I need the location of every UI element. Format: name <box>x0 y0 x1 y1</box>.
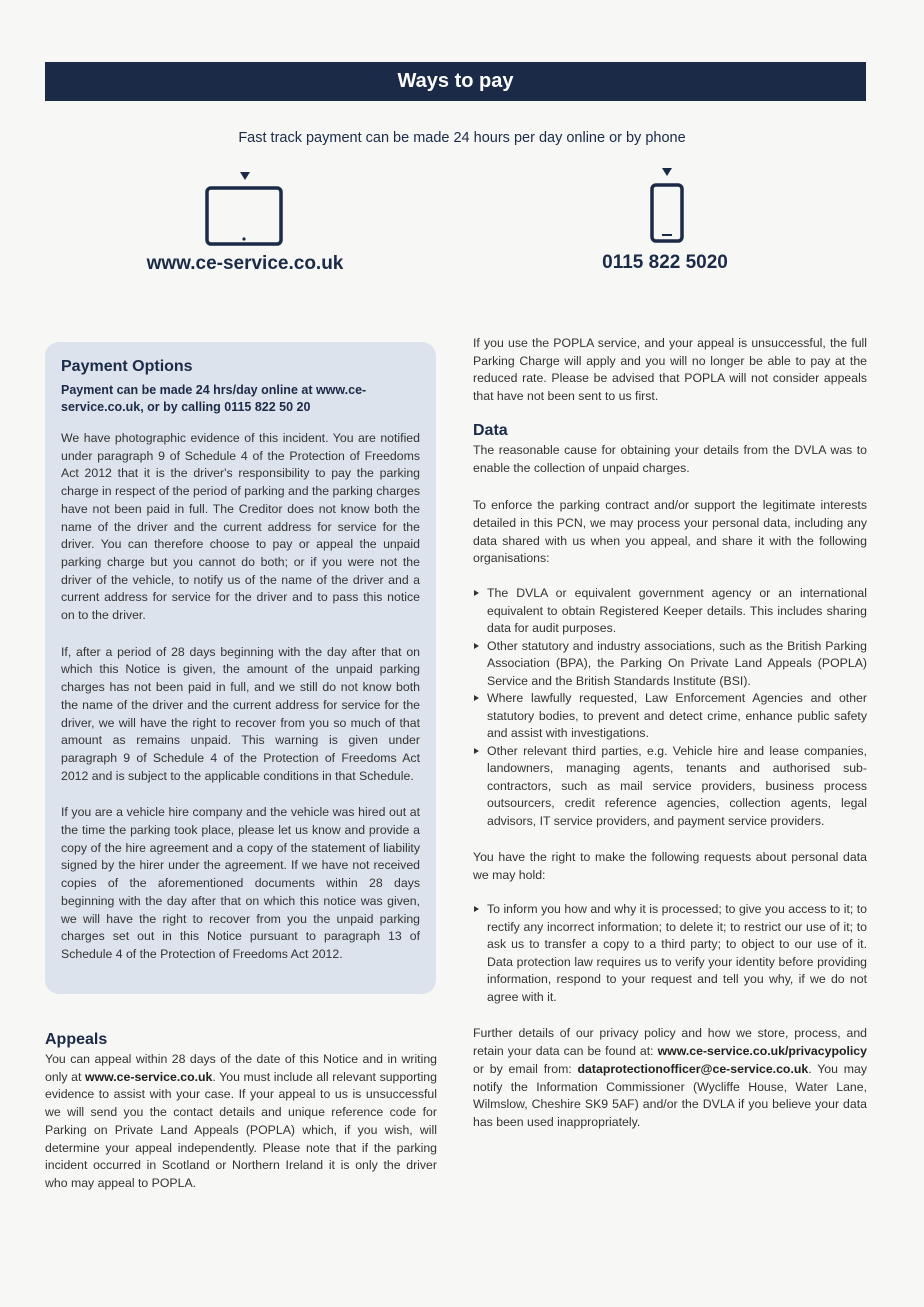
list-item: The DVLA or equivalent government agency or an international equivalent to obtain Registered Keeper details. This includes sharing data for audit purposes. <box>473 585 867 638</box>
fast-track-text: Fast track payment can be made 24 hours per day online or by phone <box>238 130 686 146</box>
list-item: Other statutory and industry associations, such as the British Parking Association (BPA), the Parking On Private Land Appeals (POPLA) Service and the British Standards Institute (BSI). <box>473 638 867 691</box>
appeals-website-link[interactable]: www.ce-service.co.uk <box>85 1069 213 1084</box>
rights-list <box>473 901 867 1006</box>
right-column <box>473 335 867 1132</box>
organisations-list <box>473 585 867 830</box>
arrow-down-icon <box>240 172 250 180</box>
list-item: To inform you how and why it is processed; to give you access to it; to rectify any incorrect information; to delete it; to restrict our use of it; to ask us to transfer a copy to a third party; to object to our use of it. Data protection law requires us to verify your identity before providing information, respond to your request and tell you why, if we do not agree with it. <box>473 901 867 1006</box>
popla-note: If you use the POPLA service, and your appeal is unsuccessful, the full Parking Charge will apply and you will no longer be able to pay at the reduced rate. Please be advised that POPLA will not consider appeals that have not been sent to us first. <box>473 336 867 404</box>
ways-to-pay-banner <box>45 62 866 101</box>
payment-options-panel <box>45 342 436 994</box>
privacy-policy-link[interactable]: www.ce-service.co.uk/privacypolicy <box>657 1044 867 1059</box>
data-protection-email-link[interactable]: dataprotectionofficer@ce-service.co.uk <box>577 1061 809 1076</box>
list-item: Other relevant third parties, e.g. Vehicle hire and lease companies, landowners, managing agents, tenants and authorised sub-contractors, such as mail service providers, business process outsourcers, credit reference agencies, collection agents, legal advisors, IT service providers, and payment service providers. <box>473 743 867 831</box>
mobile-phone-icon <box>650 183 684 243</box>
warning-paragraph: If, after a period of 28 days beginning with the day after that on which this Notice is given, the amount of the unpaid parking charges has not been paid in full, and we still do not know both the name of the driver and the current address for service for the driver, we will have the right to recover from you so much of that amount as remains unpaid. This warning is given under paragraph 9 of Schedule 4 of the Protection of Freedoms Act 2012 and is subject to the applicable conditions in that Schedule. <box>61 644 420 783</box>
privacy-paragraph: Further details of our privacy policy and how we store, process, and retain your data can be found at: www.ce-service.co.uk/privacypolicy or by email from: dataprotectionofficer@ce-service.co.uk. You may notify the Information Commissioner (Wycliffe House, Water Lane, Wilmslow, Cheshire SK9 5AF) and/or the DVLA if you believe your data has been used inappropriately. <box>473 1026 867 1129</box>
data-paragraph-1: The reasonable cause for obtaining your details from the DVLA was to enable the collection of unpaid charges. <box>473 442 867 475</box>
rights-intro: You have the right to make the following requests about personal data we may hold: <box>473 850 867 882</box>
website-link[interactable]: www.ce-service.co.uk <box>146 253 344 274</box>
page-title: Ways to pay <box>397 70 514 92</box>
phone-number[interactable]: 0115 822 5020 <box>602 252 728 273</box>
hire-company-paragraph: If you are a vehicle hire company and the vehicle was hired out at the time the parking took place, please let us know and provide a copy of the hire agreement and a copy of the statement of liability signed by the hirer under the agreement. If we have not received copies of the aforementioned documents within 28 days beginning with the day after that on which this notice was given, we will have the right to recover from you the unpaid parking charges set out in this Notice pursuant to paragraph 13 of Schedule 4 of the Protection of Freedoms Act 2012. <box>61 805 420 961</box>
arrow-down-icon <box>662 168 672 176</box>
data-paragraph-2: To enforce the parking contract and/or support the legitimate interests detailed in this PCN, we may process your personal data, including any data shared with us when you appeal, and share it with the following organisations: <box>473 498 867 566</box>
tablet-icon <box>205 186 283 246</box>
list-item: Where lawfully requested, Law Enforcement Agencies and other statutory bodies, to prevent and detect crime, enhance public safety and assist with investigations. <box>473 690 867 743</box>
appeals-heading: Appeals <box>45 1031 108 1048</box>
evidence-paragraph: We have photographic evidence of this incident. You are notified under paragraph 9 of Schedule 4 of the Protection of Freedoms Act 2012 that it is the driver's responsibility to pay the parking charge in respect of the period of parking and the parking charges have not been paid in full. The Creditor does not know both the name of the driver and the current address for service for the driver. You can therefore choose to pay or appeal the unpaid parking charge but you cannot do both; or if you were not the driver of the vehicle, to notify us of the name of the driver and a current address for service for the driver and to pass this notice on to the driver. <box>61 431 420 623</box>
appeals-text: You can appeal within 28 days of the date of this Notice and in writing only at www.ce-service.co.uk. You must include all relevant supporting evidence to assist with your case. If your appeal to us is unsuccessful we will send you the contact details and unique reference code for Parking on Private Land Appeals (POPLA) which, if you wish, will determine your appeal independently. Please note that if the parking incident occurred in Scotland or Northern Ireland it is only the driver who may appeal to POPLA. <box>45 1052 437 1190</box>
payment-options-heading: Payment Options <box>61 358 193 375</box>
payment-options-subtitle: Payment can be made 24 hrs/day online at www.ce-service.co.uk, or by calling 0115 822 50 20 <box>61 383 367 414</box>
appeals-section <box>45 1031 437 1193</box>
data-heading: Data <box>473 421 508 439</box>
